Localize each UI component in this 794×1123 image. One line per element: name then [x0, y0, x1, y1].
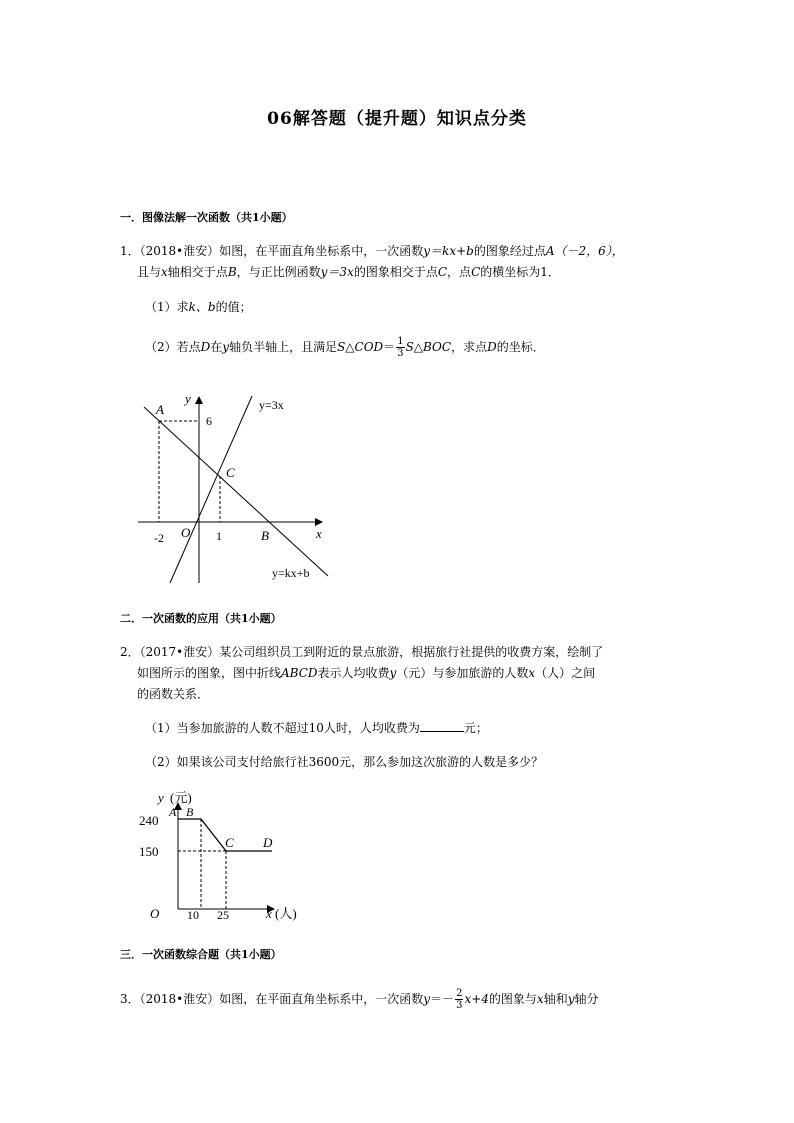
- q2-line-3: 的函数关系．: [137, 687, 210, 701]
- q1-var: y: [222, 340, 230, 354]
- label-y: y: [185, 391, 191, 406]
- answer-blank[interactable]: [420, 719, 464, 732]
- q2-text: 如图所示的图象，图中折线: [137, 666, 282, 680]
- fraction-denominator: 3: [397, 348, 404, 359]
- q1-line-1: [120, 243, 624, 259]
- q1-area-cod: S△COD: [337, 340, 384, 354]
- label-line-3x: y=3x: [259, 398, 284, 412]
- label-point-b: B: [186, 805, 194, 819]
- q1-sub-text: （2）若点: [145, 340, 201, 354]
- q1-point: A（－2，6），: [545, 244, 624, 258]
- label-10: 10: [187, 908, 199, 922]
- q1-text: 轴相交于点: [167, 265, 228, 279]
- q2-line-2: [137, 665, 595, 681]
- figure-1-graph: [130, 385, 340, 590]
- q2-var: x: [528, 666, 536, 680]
- q1-text: 的图象经过点: [473, 244, 546, 258]
- q3-text: 轴分: [574, 992, 599, 1006]
- q3-formula: x+4: [464, 992, 489, 1006]
- q3-text: 3．（2018•淮安）如图，在平面直角坐标系中，一次函数: [120, 992, 424, 1006]
- q1-sub-text: 在: [210, 340, 223, 354]
- label-minus-two: -2: [154, 531, 164, 545]
- fraction-denominator: 3: [456, 1000, 463, 1011]
- q3-equals: ＝－: [430, 992, 455, 1006]
- label-origin: O: [150, 906, 160, 921]
- q1-sub-text: 轴负半轴上，且满足: [229, 340, 338, 354]
- q2-text: （人）之间: [535, 666, 596, 680]
- q1-text: 的横坐标为1．: [480, 265, 560, 279]
- q3-var: y: [567, 992, 575, 1006]
- label-240: 240: [139, 813, 159, 828]
- q3-var: x: [536, 992, 544, 1006]
- q1-formula: y＝kx+b: [423, 244, 474, 258]
- label-150: 150: [139, 844, 159, 859]
- fraction-numerator: 1: [397, 336, 404, 347]
- label-point-c: C: [225, 835, 234, 850]
- q1-formula: y＝3x: [320, 265, 354, 279]
- label-point-c: C: [226, 465, 235, 480]
- label-x: x: [266, 906, 272, 921]
- label-y: y: [158, 790, 164, 805]
- q1-text: 1．（2018•淮安）如图，在平面直角坐标系中，一次函数: [120, 244, 424, 258]
- q2-sub-1: [145, 719, 488, 736]
- q1-sub-1: [145, 298, 252, 315]
- q1-text: 的图象相交于点: [353, 265, 438, 279]
- q1-var: D: [487, 340, 497, 354]
- label-six: 6: [206, 414, 212, 428]
- q3-text: 的图象与: [488, 992, 537, 1006]
- q2-var: ABCD: [281, 666, 318, 680]
- q1-sub-text: 的坐标．: [496, 340, 545, 354]
- q1-sub-text: ，求点: [451, 340, 488, 354]
- q1-var: D: [200, 340, 211, 354]
- label-one: 1: [216, 529, 222, 543]
- label-point-b: B: [261, 528, 269, 543]
- q3-line-1: [120, 988, 599, 1011]
- label-point-a: A: [169, 805, 177, 819]
- label-x: x: [316, 526, 322, 541]
- q2-text: 表示人均收费: [317, 666, 390, 680]
- q1-line-2: [137, 264, 560, 280]
- q1-text: ，点: [447, 265, 472, 279]
- q1-var: x: [161, 265, 168, 279]
- q1-text: 且与: [137, 265, 162, 279]
- q1-var: B: [227, 265, 237, 279]
- q3-var: y: [423, 992, 431, 1006]
- q2-sub-text: （1）当参加旅游的人数不超过10人时，人均收费为: [145, 721, 420, 735]
- fraction-two-thirds: [455, 988, 463, 1011]
- q1-equals: ＝: [383, 340, 396, 354]
- figure-2-graph: [138, 785, 308, 927]
- page-title: 06解答题（提升题）知识点分类: [267, 109, 527, 129]
- label-line-kx-b: y=kx+b: [272, 566, 310, 580]
- q1-sub-vars: k、b: [188, 300, 216, 314]
- section-heading-2: 二．一次函数的应用（共1小题）: [120, 612, 282, 625]
- label-25: 25: [217, 908, 229, 922]
- q1-sub-text: 的值；: [215, 300, 252, 314]
- label-point-a: A: [156, 402, 164, 417]
- q2-sub-2: （2）如果该公司支付给旅行社3600元，那么参加这次旅游的人数是多少？: [145, 755, 544, 769]
- q2-var: y: [389, 666, 397, 680]
- q1-sub-text: （1）求: [145, 300, 189, 314]
- q2-line-1: 2．（2017•淮安）某公司组织员工到附近的景点旅游，根据旅行社提供的收费方案，绘制了: [120, 645, 604, 659]
- q1-var: C: [471, 265, 481, 279]
- q2-text: （元）与参加旅游的人数: [396, 666, 529, 680]
- section-heading-3: 三．一次函数综合题（共1小题）: [120, 948, 282, 961]
- fraction-one-third: [396, 336, 404, 359]
- q1-sub-2: [145, 336, 545, 359]
- label-y-unit: (元): [170, 790, 192, 805]
- fraction-numerator: 2: [456, 988, 463, 999]
- label-origin: O: [181, 525, 191, 540]
- label-point-d: D: [263, 835, 273, 850]
- q1-var: C: [437, 265, 448, 279]
- q1-text: ，与正比例函数: [236, 265, 321, 279]
- section-heading-1: 一．图像法解一次函数（共1小题）: [120, 211, 293, 224]
- q1-area-boc: S△BOC: [405, 340, 452, 354]
- q2-sub-text: 元；: [463, 721, 488, 735]
- label-x-unit: (人): [275, 906, 297, 921]
- q3-text: 轴和: [543, 992, 568, 1006]
